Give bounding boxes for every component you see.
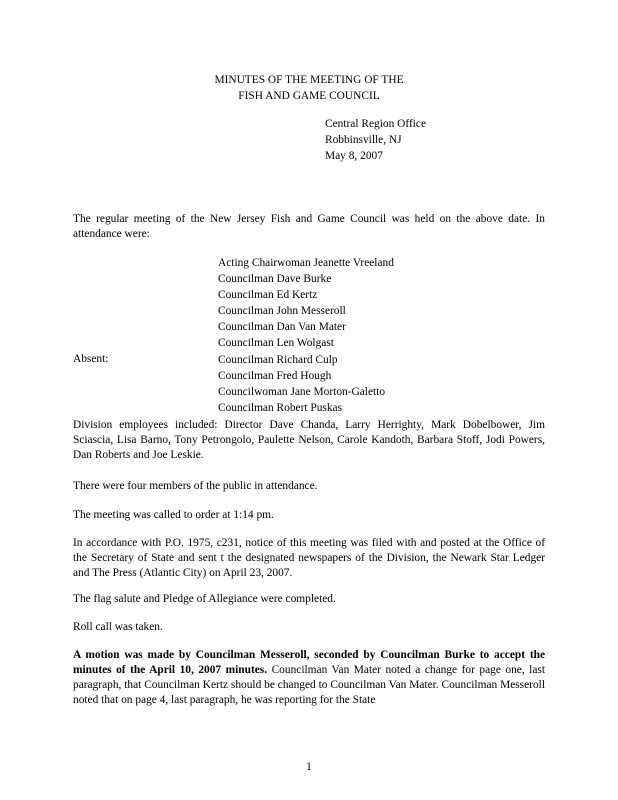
- attendee: Councilman John Messeroll: [218, 305, 346, 317]
- intro-paragraph: The regular meeting of the New Jersey Fish and Game Council was held on the above date. In attendance were:: [73, 213, 545, 240]
- title-line-2: FISH AND GAME COUNCIL: [238, 90, 380, 102]
- page-number: 1: [306, 761, 312, 773]
- location-office: Central Region Office: [325, 118, 427, 130]
- absent-member: Councilman Fred Hough: [218, 370, 332, 382]
- roll-call-paragraph: Roll call was taken.: [73, 621, 163, 633]
- attendee: Councilman Dan Van Mater: [218, 321, 346, 333]
- motion-bold-text: A motion was made by Councilman Messeroll, seconded by Councilman Burke to accept the minutes of the April 10, 2007 minutes.: [73, 649, 545, 676]
- flag-salute-paragraph: The flag salute and Pledge of Allegiance were completed.: [73, 593, 336, 605]
- location-city: Robbinsville, NJ: [325, 134, 402, 146]
- attendance-list: [218, 255, 394, 351]
- call-to-order-paragraph: The meeting was called to order at 1:14 pm.: [73, 509, 274, 521]
- division-employees-paragraph: Division employees included: Director Dave Chanda, Larry Herrighty, Mark Dobelbower, Jim Sciascia, Lisa Barno, Tony Petrongolo, Paulette Nelson, Carole Kandoth, Barbara Stoff, Jodi Powers, Dan Roberts and Joe Leskie.: [73, 419, 545, 461]
- attendee: Acting Chairwoman Jeanette Vreeland: [218, 257, 394, 269]
- public-attendance-paragraph: There were four members of the public in attendance.: [73, 480, 318, 492]
- absent-member: Councilman Richard Culp: [218, 354, 338, 366]
- attendee: Councilman Len Wolgast: [218, 337, 334, 349]
- attendee: Councilman Dave Burke: [218, 273, 332, 285]
- document-title: [0, 72, 618, 104]
- notice-paragraph: In accordance with P.O. 1975, c231, notice of this meeting was filed with and posted at the Office of the Secretary of State and sent t the designated newspapers of the Division, the Newark Star Ledger and The Press (Atlantic City) on April 23, 2007.: [73, 537, 545, 579]
- meeting-date: May 8, 2007: [325, 150, 383, 162]
- absent-label: Absent:: [73, 353, 109, 365]
- absent-list: [218, 352, 385, 416]
- absent-member: Councilman Robert Puskas: [218, 402, 343, 414]
- meeting-location: [325, 116, 426, 164]
- attendee: Councilman Ed Kertz: [218, 289, 318, 301]
- title-line-1: MINUTES OF THE MEETING OF THE: [214, 74, 404, 86]
- motion-text: Councilman Van Mater noted a change for page one, last paragraph, that Councilman Kertz should be changed to Councilman Van Mater. Councilman Messeroll noted that on page 4, last paragraph, he was reporting for the State: [73, 664, 545, 706]
- absent-member: Councilwoman Jane Morton-Galetto: [218, 386, 386, 398]
- motion-paragraph: [73, 648, 545, 708]
